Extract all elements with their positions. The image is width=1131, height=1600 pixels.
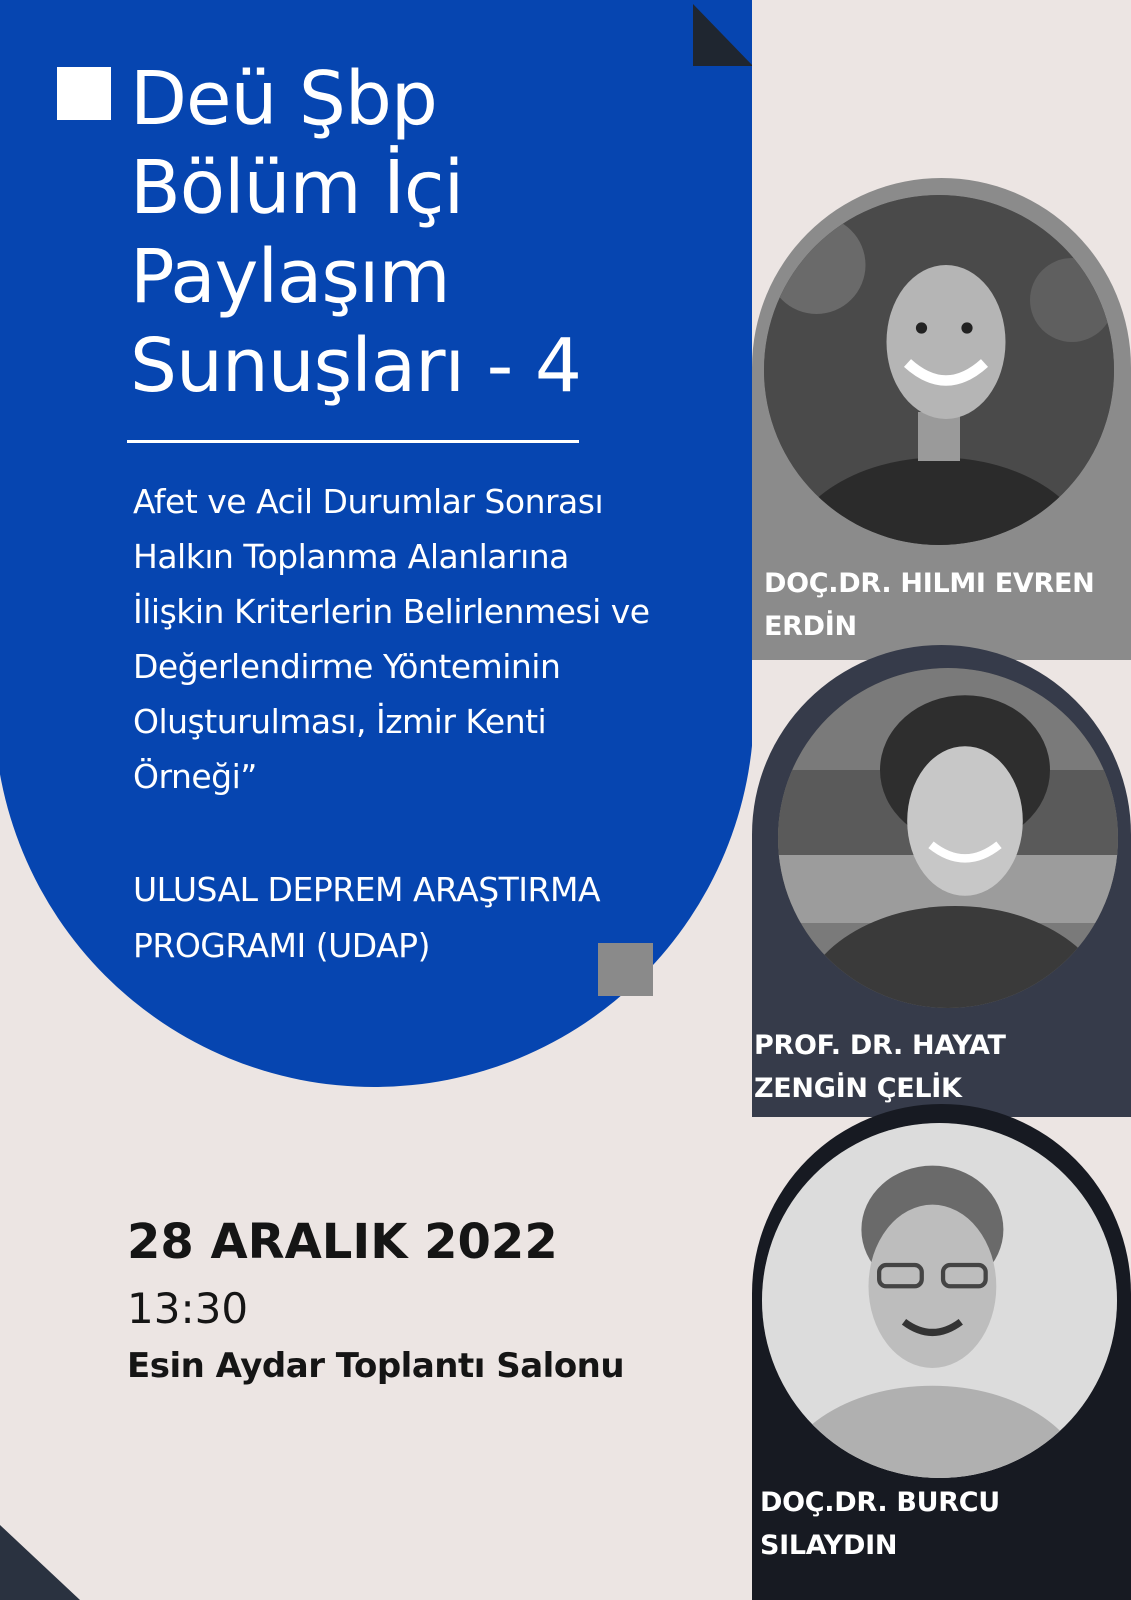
title-line: Bölüm İçi: [130, 145, 464, 231]
topic-line: Afet ve Acil Durumlar Sonrası: [133, 482, 604, 521]
decorative-triangle-corner: [0, 1525, 80, 1600]
speaker-name-1: [764, 562, 1094, 648]
program-line: ULUSAL DEPREM ARAŞTIRMA: [133, 870, 601, 909]
speaker-name-3: [760, 1481, 1000, 1567]
decorative-gray-square: [598, 943, 653, 996]
topic-line: Değerlendirme Yönteminin: [133, 647, 561, 686]
speakers-column: [752, 0, 1131, 1600]
speaker-photo-3: [762, 1123, 1117, 1478]
event-time: 13:30: [127, 1284, 249, 1333]
speaker-name-line: SILAYDIN: [760, 1530, 898, 1561]
program-line: PROGRAMI (UDAP): [133, 926, 430, 965]
program-name: [133, 862, 600, 974]
title-line: Paylaşım: [130, 234, 450, 320]
presentation-topic: [133, 474, 733, 804]
topic-line: Halkın Toplanma Alanlarına: [133, 537, 569, 576]
title-divider: [127, 440, 579, 443]
speaker-photo-1: [764, 195, 1114, 545]
title-line: Sunuşları - 4: [130, 323, 581, 409]
speaker-name-line: DOÇ.DR. HILMI EVREN: [764, 568, 1095, 599]
person-photo-icon: [762, 1123, 1117, 1478]
person-photo-icon: [764, 195, 1114, 545]
speaker-name-line: DOÇ.DR. BURCU: [760, 1487, 1000, 1518]
title-line: Deü Şbp: [130, 56, 437, 142]
speaker-photo-2: [778, 668, 1118, 1008]
topic-line: İlişkin Kriterlerin Belirlenmesi ve: [133, 592, 650, 631]
topic-line: Oluşturulması, İzmir Kenti: [133, 702, 547, 741]
poster-title: [130, 55, 581, 411]
person-photo-icon: [778, 668, 1118, 1008]
title-bullet-square: [57, 67, 111, 120]
event-venue: Esin Aydar Toplantı Salonu: [127, 1346, 625, 1386]
event-date: 28 ARALIK 2022: [127, 1214, 558, 1270]
speaker-name-2: [754, 1024, 1006, 1110]
speaker-name-line: ZENGİN ÇELİK: [754, 1073, 962, 1104]
topic-line: Örneği”: [133, 757, 257, 796]
speaker-name-line: ERDİN: [764, 611, 857, 642]
speaker-name-line: PROF. DR. HAYAT: [754, 1030, 1006, 1061]
